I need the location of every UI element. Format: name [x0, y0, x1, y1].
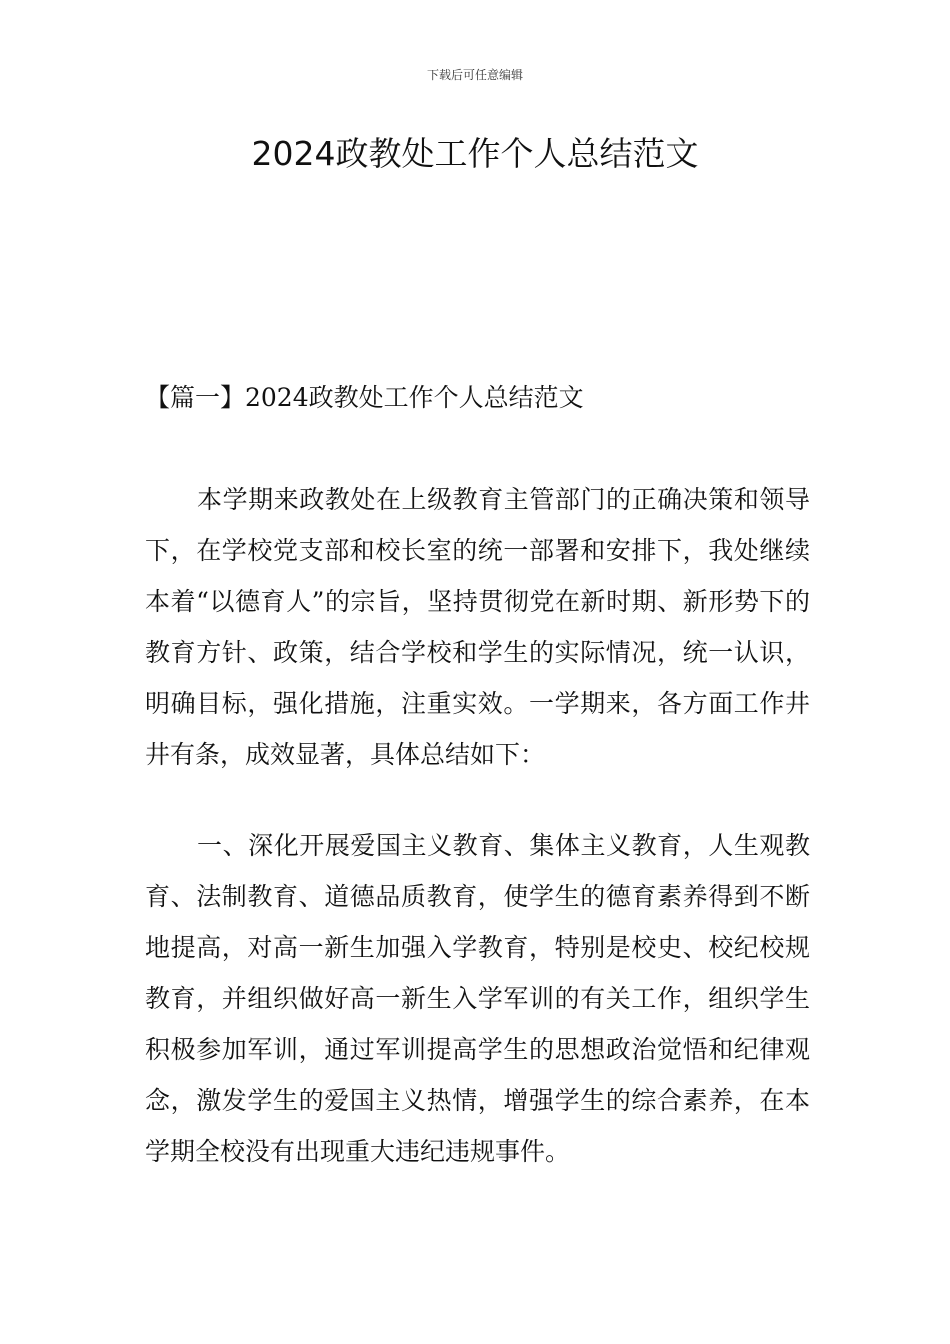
document-title: 2024政教处工作个人总结范文 — [251, 134, 699, 173]
header-note: 下载后可任意编辑 — [426, 68, 523, 82]
body-paragraph-1: 本学期来政教处在上级教育主管部门的正确决策和领导下，在学校党支部和校长室的统一部署和安排下，我处继续本着“以德育人”的宗旨，坚持贯彻党在新时期、新形势下的教育方针、政策，结合学校和学生的实际情况，统一认识，明确目标，强化措施，注重实效。一学期来，各方面工作井井有条，成效显著，具体总结如下： — [145, 485, 810, 769]
body-paragraph-2: 一、深化开展爱国主义教育、集体主义教育，人生观教育、法制教育、道德品质教育，使学生的德育素养得到不断地提高，对高一新生加强入学教育，特别是校史、校纪校规教育，并组织做好高一新生入学军训的有关工作，组织学生积极参加军训，通过军训提高学生的思想政治觉悟和纪律观念，激发学生的爱国主义热情，增强学生的综合素养，在本学期全校没有出现重大违纪违规事件。 — [145, 831, 810, 1166]
section-heading: 【篇一】2024政教处工作个人总结范文 — [145, 383, 584, 412]
